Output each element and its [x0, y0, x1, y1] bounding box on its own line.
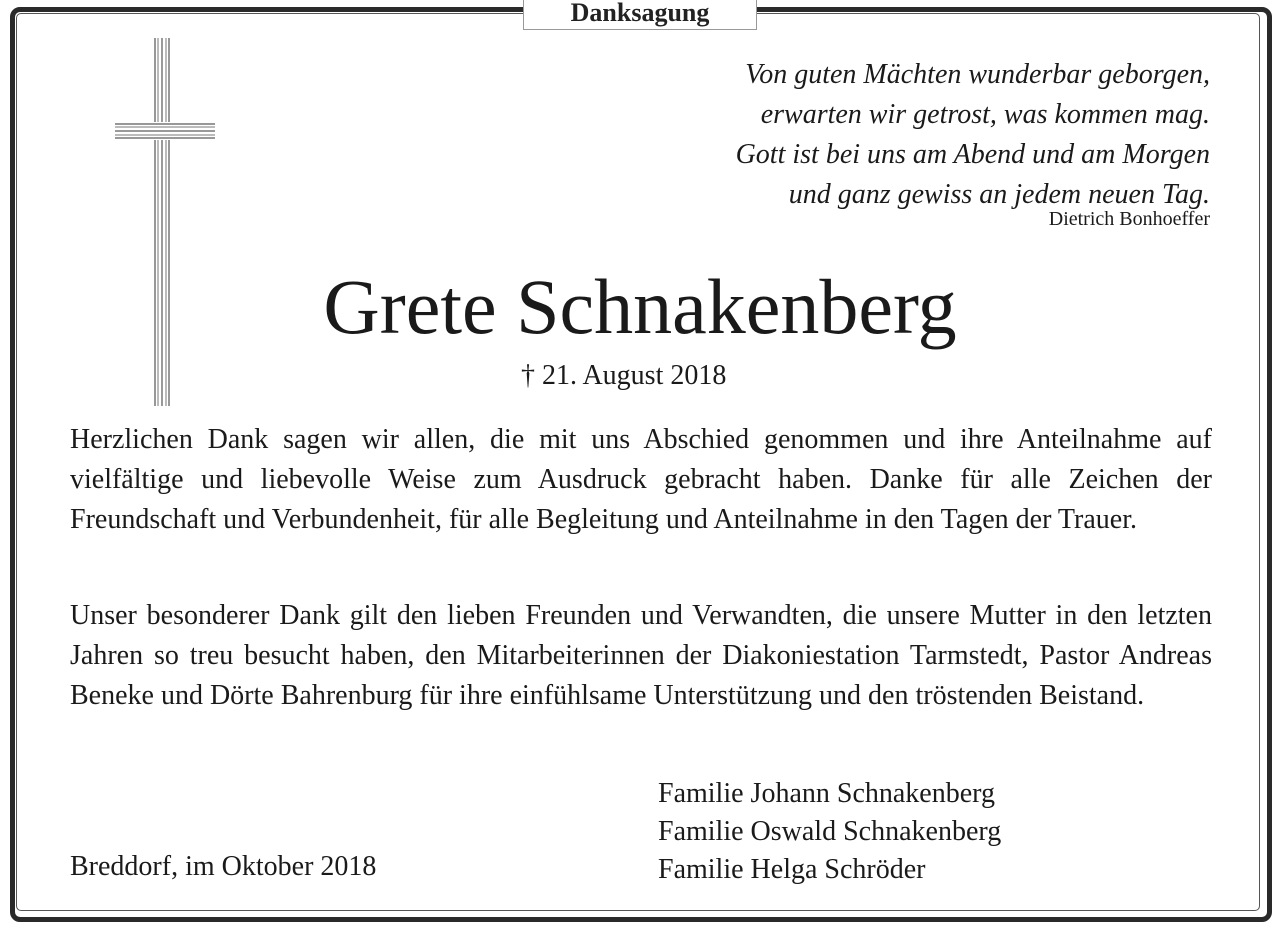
- bonhoeffer-quote: [570, 55, 1210, 215]
- death-date: † 21. August 2018: [521, 360, 727, 391]
- family-signatures: [658, 775, 1001, 889]
- header-label: Danksagung: [523, 0, 757, 30]
- thanks-paragraph-1: Herzlichen Dank sagen wir allen, die mit uns Abschied genommen und ihre Anteilnahme auf vielfältige und liebevolle Weise zum Ausdruck gebracht haben. Danke für alle Zeichen der Freundschaft und Verbundenheit, für alle Begleitung und Anteilnahme in den Tagen der Trauer.: [70, 424, 1212, 535]
- family-name: Familie Johann Schnakenberg: [658, 778, 995, 809]
- quote-line: erwarten wir getrost, was kommen mag.: [760, 99, 1210, 130]
- quote-line: Gott ist bei uns am Abend und am Morgen: [735, 139, 1210, 170]
- quote-line: und ganz gewiss an jedem neuen Tag.: [788, 179, 1210, 210]
- quote-line: Von guten Mächten wunderbar geborgen,: [745, 59, 1210, 90]
- place-date: Breddorf, im Oktober 2018: [70, 851, 377, 882]
- deceased-name-text: Grete Schnakenberg: [323, 263, 957, 350]
- deceased-name: [0, 262, 1280, 352]
- family-name: Familie Helga Schröder: [658, 854, 926, 885]
- quote-author: Dietrich Bonhoeffer: [1048, 208, 1210, 230]
- thanks-paragraph-2: Unser besonderer Dank gilt den lieben Freunden und Verwandten, die unsere Mutter in den letzten Jahren so treu besucht haben, den Mitarbeiterinnen der Diakoniestation Tarmstedt, Pastor Andreas Beneke und Dörte Bahrenburg für ihre einfühlsame Unterstützung und den tröstenden Beistand.: [70, 600, 1212, 711]
- family-name: Familie Oswald Schnakenberg: [658, 816, 1002, 847]
